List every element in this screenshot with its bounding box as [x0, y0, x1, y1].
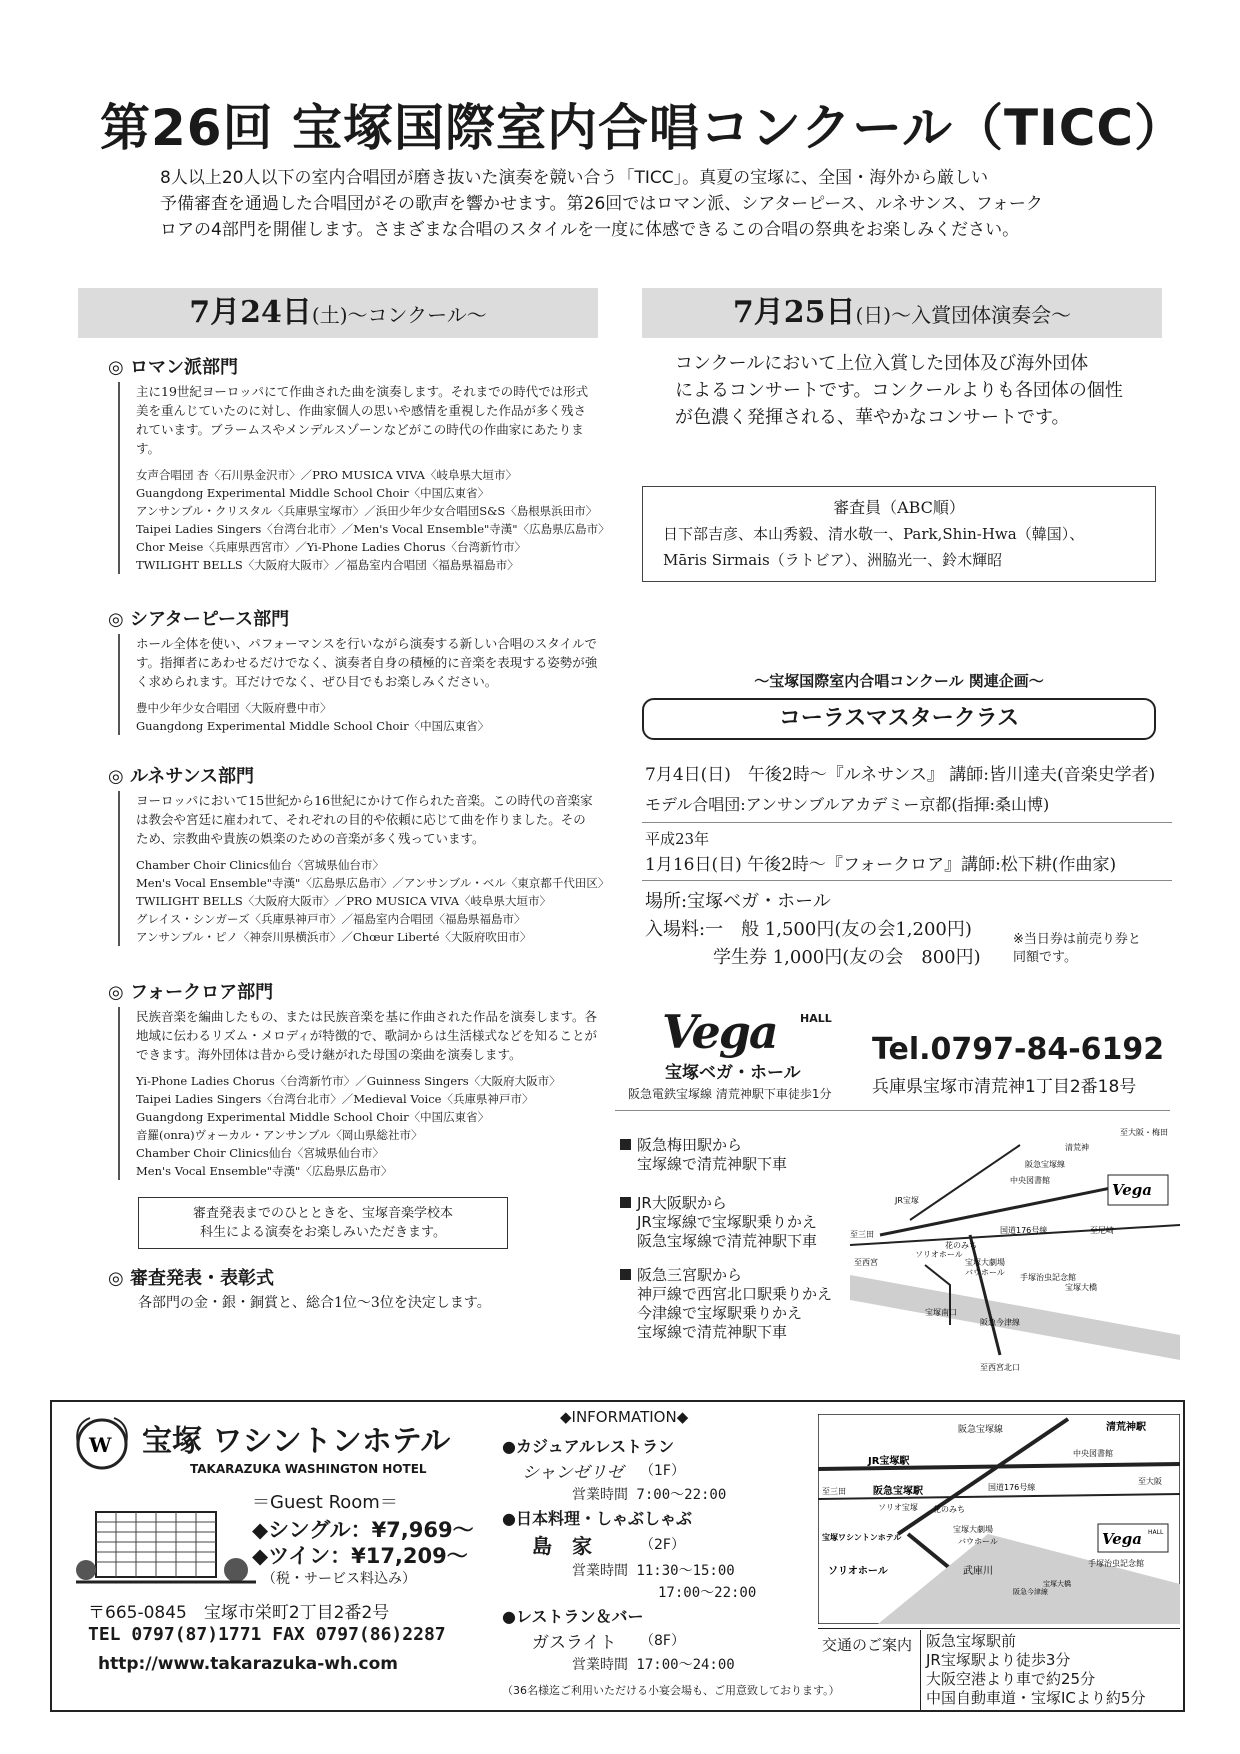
- member-list: [136, 466, 610, 574]
- masterclass-session2-year: 平成23年: [645, 830, 710, 848]
- list-item: Taipei Ladies Singers〈台湾台北市〉／Men's Vocal Ensemble"寺漢"〈広島県広島市〉: [136, 522, 610, 536]
- day1-date: 7月24日: [189, 295, 312, 330]
- price-single: ◆シングル：¥7,969～: [252, 1518, 474, 1542]
- section-body-romantic: [118, 382, 610, 574]
- divider: [642, 822, 1172, 823]
- restaurant1-name: シャンゼリゼ: [522, 1463, 624, 1483]
- masterclass-session1: 7月4日(日) 午後2時～『ルネサンス』 講師:皆川達夫(音楽史学者): [645, 765, 1156, 785]
- day1-banner: [78, 288, 598, 338]
- hotel-emblem-icon: [72, 1414, 132, 1474]
- section-body-theater: [118, 634, 598, 735]
- map-label: 至大阪: [1138, 1477, 1162, 1486]
- day2-label: ～入賞団体演奏会～: [891, 303, 1072, 327]
- section-title-renaissance: ◎ ルネサンス部門: [108, 766, 254, 787]
- list-item: Men's Vocal Ensemble"寺漢"〈広島県広島市〉／アンサンブル・ベル〈東京都千代田区〉: [136, 876, 610, 890]
- intro-line: ロアの4部門を開催します。さまざまな合唱のスタイルを一度に体感できるこの合唱の祭典をお楽しみください。: [160, 220, 1020, 240]
- bullet-square-icon: [620, 1139, 631, 1150]
- map-label: 宝塚大橋: [1043, 1580, 1071, 1588]
- concert-desc-line: コンクールにおいて上位入賞した団体及び海外団体: [675, 353, 1089, 374]
- results-note-line: 科生による演奏をお楽しみいただきます。: [200, 1225, 446, 1240]
- judges-box: [642, 486, 1156, 582]
- route-line: 宝塚線で清荒神駅下車: [637, 1155, 788, 1173]
- restaurant2-hours: 17:00～22:00: [658, 1585, 757, 1601]
- map-label: バウホール: [965, 1268, 1005, 1277]
- masterclass-session1-choir: モデル合唱団:アンサンブルアカデミー京都(指揮:桑山博): [645, 795, 1050, 814]
- map-label: 中央図書館: [1010, 1176, 1050, 1185]
- hotel-name-en: TAKARAZUKA WASHINGTON HOTEL: [190, 1462, 427, 1476]
- route-line: 宝塚線で清荒神駅下車: [637, 1323, 788, 1341]
- list-item: 音羅(onra)ヴォーカル・アンサンブル〈岡山県総社市〉: [136, 1128, 423, 1142]
- map-label: 中央図書館: [1073, 1449, 1113, 1458]
- route-line: JR大阪駅から: [637, 1194, 727, 1212]
- map-label: HALL: [1148, 1529, 1164, 1536]
- restaurant1-floor: （1F）: [640, 1463, 685, 1479]
- section-desc: 民族音楽を編曲したもの、または民族音楽を基に作曲された作品を演奏します。各地域に伝わるリズム・メロディが特徴的で、歌詞からは生活様式などを知ることができます。海外団体は昔から受け継がれた母国の楽曲を演奏します。: [136, 1009, 598, 1062]
- map-label: 花のみち: [933, 1505, 965, 1514]
- divider: [615, 1110, 1170, 1111]
- map-label: 武庫川: [963, 1566, 993, 1577]
- vega-logo: Vega: [662, 1005, 777, 1059]
- vega-name: 宝塚ベガ・ホール: [665, 1063, 801, 1083]
- concert-desc-line: が色濃く発揮される、華やかなコンサートです。: [675, 407, 1070, 428]
- map-label: 阪急宝塚駅: [873, 1486, 923, 1497]
- restaurant2-name: 島 家: [532, 1534, 592, 1558]
- section-desc: ホール全体を使い、パフォーマンスを行いながら演奏する新しい合唱のスタイルです。指揮者にあわせるだけでなく、演奏者自身の積極的に音楽を表現する姿勢が強く求められます。耳だけでなく、ぜひ目でもお楽しみください。: [136, 636, 598, 689]
- hotel-building-illustration: [76, 1492, 256, 1592]
- divider: [818, 1628, 1180, 1629]
- map-label: 宝塚大劇場: [953, 1525, 993, 1534]
- award-title: ◎ 審査発表・表彰式: [108, 1268, 274, 1289]
- day2-banner: [642, 288, 1162, 338]
- day1-weekday: (土): [311, 303, 348, 327]
- map-label: 阪急今津線: [1013, 1588, 1048, 1596]
- related-events-heading: ～宝塚国際室内合唱コンクール 関連企画～: [754, 672, 1044, 690]
- intro-line: 8人以上20人以下の室内合唱団が磨き抜いた演奏を競い合う「TICC」。真夏の宝塚に、全国・海外から厳しい: [160, 168, 989, 188]
- day2-date: 7月25日: [732, 295, 856, 330]
- hotel-access-map: [818, 1414, 1180, 1624]
- member-list: [136, 699, 598, 735]
- section-title-folklore: ◎ フォークロア部門: [108, 982, 274, 1003]
- vega-address: 兵庫県宝塚市清荒神1丁目2番18号: [872, 1077, 1137, 1097]
- member-list: [136, 1072, 598, 1180]
- venue-fee-general: 入場料:一 般 1,500円(友の会1,200円): [645, 919, 972, 940]
- map-label: Vega: [1112, 1181, 1153, 1199]
- section-title-romantic: ◎ ロマン派部門: [108, 357, 238, 378]
- list-item: Taipei Ladies Singers〈台湾台北市〉／Medieval Voice〈兵庫県神戸市〉: [136, 1092, 534, 1106]
- svg-text:W: W: [89, 1433, 112, 1457]
- hotel-tel-fax: TEL 0797(87)1771 FAX 0797(86)2287: [88, 1624, 446, 1645]
- list-item: Chamber Choir Clinics仙台〈宮城県仙台市〉: [136, 858, 384, 872]
- results-note-line: 審査発表までのひとときを、宝塚音楽学校本: [192, 1206, 453, 1221]
- map-label: JR宝塚: [895, 1196, 919, 1205]
- map-label: 至大阪・梅田: [1120, 1128, 1168, 1137]
- map-label: 阪急宝塚線: [1025, 1160, 1065, 1169]
- section-desc: ヨーロッパにおいて15世紀から16世紀にかけて作られた音楽。この時代の音楽家は教会や宮廷に雇われて、それぞれの目的や依頼に応じて曲を作りました。そのため、宗教曲や貴族の娯楽のための音楽が多く残っています。: [136, 793, 593, 846]
- map-label: 阪急宝塚線: [958, 1425, 1004, 1435]
- traffic-item: 阪急宝塚駅前: [926, 1632, 1017, 1650]
- restaurant2-floor: （2F）: [640, 1537, 685, 1553]
- list-item: Men's Vocal Ensemble"寺漢"〈広島県広島市〉: [136, 1164, 393, 1178]
- divider: [920, 1630, 921, 1710]
- traffic-item: 中国自動車道・宝塚ICより約5分: [926, 1689, 1146, 1707]
- hotel-url[interactable]: http://www.takarazuka-wh.com: [98, 1654, 399, 1674]
- map-label: 手塚治虫記念館: [1088, 1559, 1144, 1568]
- judges-line: 日下部吉彦、本山秀毅、清水敬一、Park,Shin-Hwa（韓国）、: [663, 525, 1085, 543]
- map-label: 国道176号線: [1000, 1226, 1048, 1235]
- rail-line: [970, 1235, 1000, 1355]
- restaurant3-title: ●レストラン＆バー: [502, 1607, 644, 1626]
- restaurant1-hours: 営業時間 7:00～22:00: [572, 1487, 727, 1503]
- judges-title: 審査員（ABC順）: [833, 498, 965, 517]
- map-label: ソリオホール: [915, 1250, 963, 1259]
- page-title: 第26回 宝塚国際室内合唱コンクール（TICC）: [100, 99, 1186, 157]
- bullet-square-icon: [620, 1269, 631, 1280]
- bullet-square-icon: [620, 1197, 631, 1208]
- traffic-label: 交通のご案内: [822, 1636, 913, 1654]
- venue-info: [645, 888, 981, 972]
- list-item: グレイス・シンガーズ〈兵庫県神戸市〉／福島室内合唱団〈福島県福島市〉: [136, 912, 526, 926]
- map-label: 清荒神: [1065, 1143, 1089, 1152]
- banquet-note: （36名様迄ご利用いただける小宴会場も、ご用意致しております。）: [502, 1684, 840, 1697]
- route-line: 阪急三宮駅から: [637, 1266, 743, 1284]
- traffic-item: JR宝塚駅より徒歩3分: [926, 1651, 1071, 1669]
- list-item: Guangdong Experimental Middle School Choir〈中国広東省〉: [136, 486, 490, 500]
- map-label: 宝塚大橋: [1065, 1283, 1097, 1292]
- masterclass-title: コーラスマスタークラス: [642, 698, 1156, 740]
- map-label: ソリオホール: [828, 1566, 888, 1577]
- restaurant3-name: ガスライト: [532, 1633, 617, 1653]
- map-label: 至尼崎: [1090, 1226, 1114, 1235]
- access-map: [850, 1125, 1180, 1375]
- list-item: アンサンブル・ピノ〈神奈川県横浜市〉／Chœur Liberté〈大阪府吹田市〉: [136, 930, 532, 944]
- award-desc: 各部門の金・銀・銅賞と、総合1位～3位を決定します。: [138, 1295, 491, 1311]
- info-title: ◆INFORMATION◆: [560, 1408, 689, 1426]
- restaurant2-title: ●日本料理・しゃぶしゃぶ: [502, 1509, 692, 1528]
- masterclass-session2: 1月16日(日) 午後2時～『フォークロア』講師:松下耕(作曲家): [645, 855, 1117, 875]
- map-label: 宝塚ワシントンホテル: [822, 1533, 902, 1542]
- map-label: 国道176号線: [988, 1483, 1036, 1492]
- map-label: 至西宮: [854, 1258, 878, 1267]
- restaurant2-hours: 営業時間 11:30～15:00: [572, 1563, 735, 1579]
- ticket-note-line: ※当日券は前売り券と: [1013, 932, 1141, 947]
- map-label: 花のみち: [945, 1241, 977, 1250]
- concert-desc-line: によるコンサートです。コンクールよりも各団体の個性: [675, 380, 1123, 401]
- hotel-advertisement: [50, 1400, 1185, 1712]
- map-label: JR宝塚駅: [868, 1456, 910, 1467]
- hotel-name: 宝塚 ワシントンホテル: [142, 1424, 451, 1459]
- map-label: ソリオ宝塚: [878, 1503, 918, 1512]
- list-item: Guangdong Experimental Middle School Choir〈中国広東省〉: [136, 719, 490, 733]
- route-jr-osaka: [620, 1194, 817, 1251]
- price-tax-note: （税・サービス料込み）: [262, 1571, 416, 1587]
- map-label: 清荒神駅: [1106, 1422, 1146, 1433]
- section-desc: 主に19世紀ヨーロッパにて作曲された曲を演奏します。それまでの時代では形式美を重んじていたのに対し、作曲家個人の思いや感情を重視した作品が多く残されています。ブラームスやメンデルスゾーンなどがこの時代の作曲家にあたります。: [136, 384, 589, 456]
- intro-text: [160, 165, 1120, 243]
- list-item: Chor Meise〈兵庫県西宮市〉／Yi-Phone Ladies Chorus〈台湾新竹市〉: [136, 540, 526, 554]
- venue-fee-student: 学生券 1,000円(友の会 800円): [713, 947, 981, 968]
- map-label: バウホール: [958, 1537, 998, 1546]
- judges-line: Māris Sirmais（ラトビア）、洲脇光一、鈴木輝昭: [663, 551, 1003, 569]
- section-title-theater: ◎ シアターピース部門: [108, 609, 290, 630]
- ticket-note: [1013, 931, 1141, 967]
- intro-line: 予備審査を通過した合唱団がその歌声を響かせます。第26回ではロマン派、シアターピース、ルネサンス、フォーク: [160, 194, 1043, 214]
- map-label: 至三田: [822, 1487, 846, 1496]
- list-item: TWILIGHT BELLS〈大阪府大阪市〉／福島室内合唱団〈福島県福島市〉: [136, 558, 519, 572]
- day1-label: ～コンクール～: [347, 303, 487, 327]
- list-item: 女声合唱団 杏〈石川県金沢市〉／PRO MUSICA VIVA〈岐阜県大垣市〉: [136, 468, 517, 482]
- map-label: 阪急今津線: [980, 1318, 1020, 1327]
- traffic-item: 大阪空港より車で約25分: [926, 1670, 1096, 1688]
- route-line: 阪急宝塚線で清荒神駅下車: [637, 1232, 818, 1250]
- route-line: JR宝塚線で宝塚駅乗りかえ: [637, 1213, 817, 1231]
- section-body-renaissance: [118, 791, 610, 946]
- venue-place: 場所:宝塚ベガ・ホール: [645, 891, 831, 912]
- list-item: アンサンブル・クリスタル〈兵庫県宝塚市〉／浜田少年少女合唱団S&S〈島根県浜田市〉: [136, 504, 598, 518]
- list-item: TWILIGHT BELLS〈大阪府大阪市〉／PRO MUSICA VIVA〈岐阜県大垣市〉: [136, 894, 552, 908]
- restaurant1-title: ●カジュアルレストラン: [502, 1437, 675, 1456]
- divider: [642, 880, 1172, 881]
- vega-hall-label: HALL: [800, 1012, 832, 1025]
- route-line: 神戸線で西宮北口駅乗りかえ: [637, 1285, 833, 1303]
- restaurant3-floor: （8F）: [640, 1633, 685, 1649]
- map-label: 至三田: [850, 1230, 874, 1239]
- member-list: [136, 856, 610, 946]
- map-label: Vega: [1102, 1530, 1143, 1548]
- day2-weekday: (日): [855, 303, 892, 327]
- route-line: 阪急梅田駅から: [637, 1136, 743, 1154]
- price-twin: ◆ツイン：¥17,209～: [252, 1544, 468, 1568]
- hotel-address: 〒665-0845 宝塚市栄町2丁目2番2号: [88, 1603, 390, 1623]
- section-body-folklore: [118, 1007, 598, 1180]
- concert-desc: [675, 350, 1135, 431]
- traffic-list: [926, 1632, 1145, 1708]
- map-label: 宝塚南口: [925, 1308, 957, 1317]
- map-label: 至西宮北口: [980, 1363, 1020, 1372]
- list-item: Chamber Choir Clinics仙台〈宮城県仙台市〉: [136, 1146, 384, 1160]
- guest-room-title: ＝Guest Room＝: [252, 1492, 398, 1513]
- list-item: 豊中少年少女合唱団〈大阪府豊中市〉: [136, 701, 332, 715]
- route-umeda: [620, 1136, 787, 1174]
- map-label: 宝塚大劇場: [965, 1258, 1005, 1267]
- map-label: 手塚治虫記念館: [1020, 1273, 1076, 1282]
- list-item: Yi-Phone Ladies Chorus〈台湾新竹市〉／Guinness Singers〈大阪府大阪市〉: [136, 1074, 561, 1088]
- list-item: Guangdong Experimental Middle School Choir〈中国広東省〉: [136, 1110, 490, 1124]
- vega-access: 阪急電鉄宝塚線 清荒神駅下車徒歩1分: [628, 1087, 832, 1101]
- results-note-box: [138, 1197, 508, 1249]
- ticket-note-line: 同額です。: [1013, 950, 1077, 965]
- restaurant3-hours: 営業時間 17:00～24:00: [572, 1657, 735, 1673]
- route-sannomiya: [620, 1266, 832, 1342]
- route-line: 今津線で宝塚駅乗りかえ: [637, 1304, 803, 1322]
- vega-tel: Tel.0797-84-6192: [872, 1032, 1165, 1067]
